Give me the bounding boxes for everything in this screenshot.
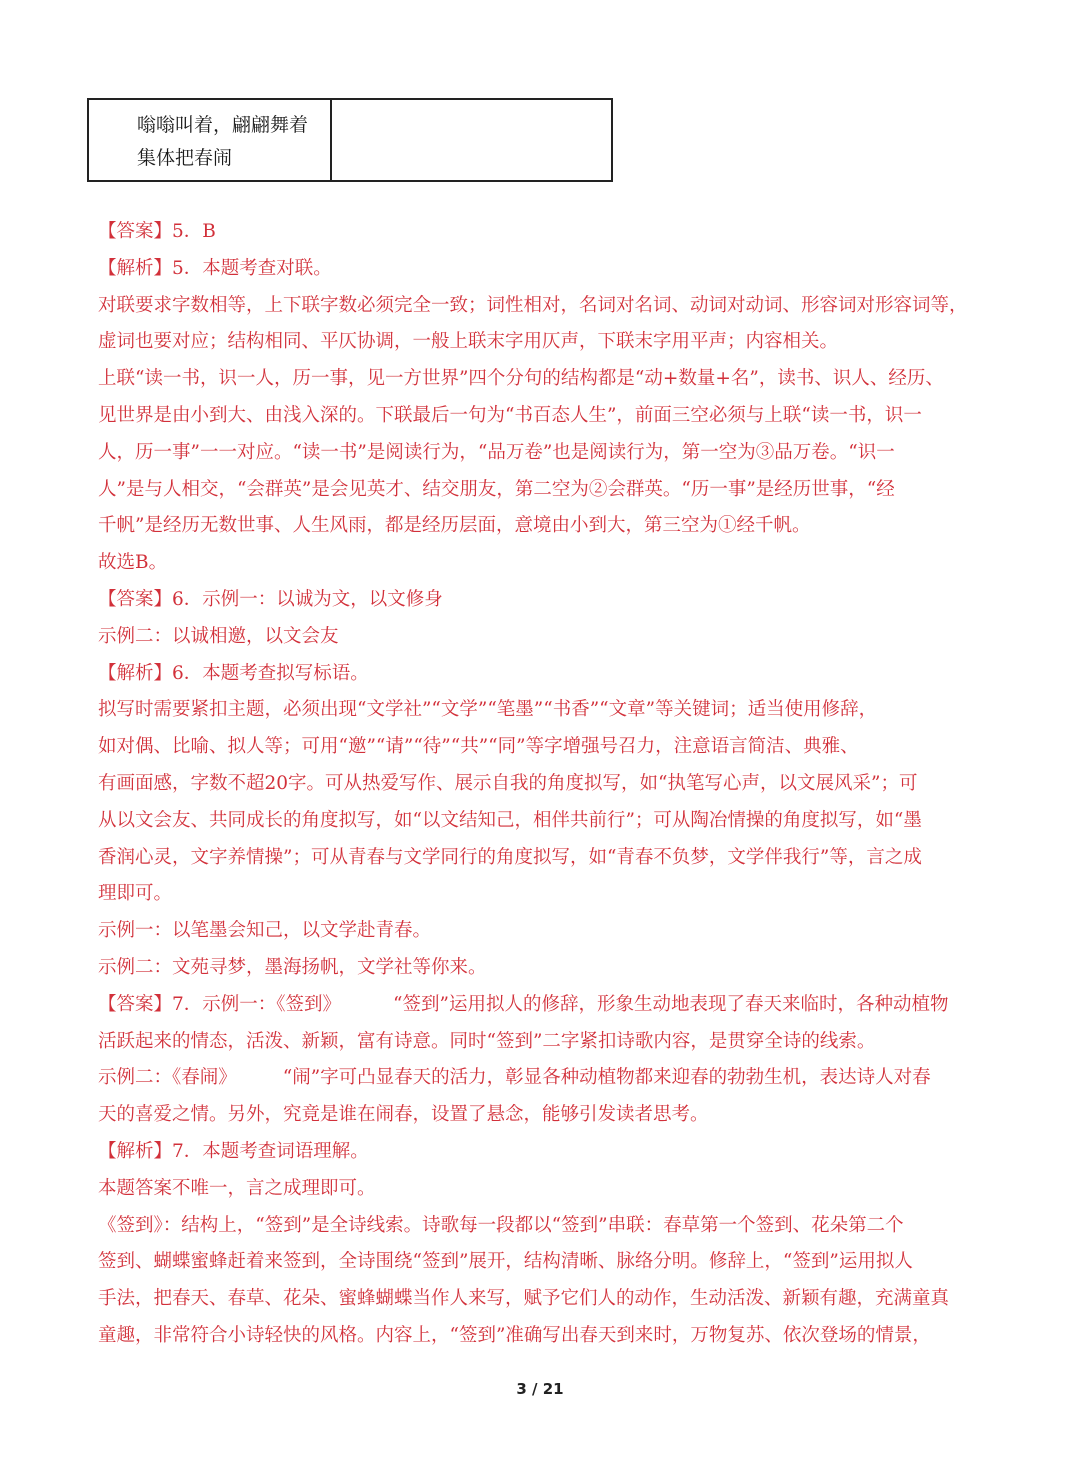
answer-7-example-2 [98, 1060, 988, 1097]
analysis-5-text: 对联要求字数相等，上下联字数必须完全一致；词性相对，名词对名词、动词对动词、形容词对形容词等， [98, 294, 968, 316]
analysis-7-text: 本题答案不唯一，言之成理即可。 [98, 1177, 376, 1199]
answer-7-example-1-reason: “签到”运用拟人的修辞，形象生动地表现了春天来临时，各种动植物 [393, 993, 949, 1015]
analysis-5-text: 千帆”是经历无数世事、人生风雨，都是经历层面，意境由小到大，第三空为①经千帆。 [98, 515, 811, 537]
analysis-6-heading: 【解析】6．本题考查拟写标语。 [98, 662, 369, 684]
analysis-5-conclusion: 故选B。 [98, 552, 168, 574]
poem-line-2: 集体把春闹 [137, 147, 233, 169]
analysis-7-text: 签到、蝴蝶蜜蜂赶着来签到，全诗围绕“签到”展开，结构清晰、脉络分明。修辞上，“签到”运用拟人 [98, 1251, 913, 1273]
analysis-6-example-2: 示例二：文苑寻梦，墨海扬帆，文学社等你来。 [98, 956, 487, 978]
analysis-5-heading: 【解析】5．本题考查对联。 [98, 257, 332, 279]
answer-6-example-2: 示例二：以诚相邀，以文会友 [98, 625, 339, 647]
poem-table [87, 98, 613, 182]
analysis-6-text: 从以文会友、共同成长的角度拟写，如“以文结知己，相伴共前行”；可从陶冶情操的角度拟写，如“墨 [98, 809, 922, 831]
analysis-6-text: 有画面感，字数不超20字。可从热爱写作、展示自我的角度拟写，如“执笔写心声，以文展风采”；可 [98, 772, 918, 794]
analysis-5-text: 人，历一事”一一对应。“读一书”是阅读行为，“品万卷”也是阅读行为，第一空为③品万卷。“识一 [98, 441, 895, 463]
analysis-6-text: 拟写时需要紧扣主题，必须出现“文学社”“文学”“笔墨”“书香”“文章”等关键词；适当使用修辞， [98, 699, 878, 721]
analysis-7-heading: 【解析】7．本题考查词语理解。 [98, 1140, 369, 1162]
answer-analysis-body [98, 214, 988, 1355]
analysis-5-text: 上联“读一书，识一人，历一事，见一方世界”四个分句的结构都是“动+数量+名”，读书、识人、经历、 [98, 368, 944, 390]
answer-7-example-2-reason: “闹”字可凸显春天的活力，彰显各种动植物都来迎春的勃勃生机，表达诗人对春 [282, 1067, 931, 1089]
analysis-7-text: 童趣，非常符合小诗轻快的风格。内容上，“签到”准确写出春天到来时，万物复苏、依次登场的情景， [98, 1324, 931, 1346]
analysis-6-text: 如对偶、比喻、拟人等；可用“邀”“请”“待”“共”“同”等字增强号召力，注意语言简洁、典雅、 [98, 736, 859, 758]
analysis-5-text: 人”是与人相交，“会群英”是会见英才、结交朋友，第二空为②会群英。“历一事”是经历世事，“经 [98, 478, 895, 500]
poem-line-1: 嗡嗡叫着，翩翩舞着 [137, 114, 309, 136]
answer-5: 【答案】5．B [98, 221, 216, 242]
analysis-6-text: 理即可。 [98, 883, 173, 905]
analysis-5-text: 虚词也要对应；结构相同、平仄协调，一般上联末字用仄声，下联末字用平声；内容相关。 [98, 331, 839, 353]
answer-6-example-1: 【答案】6．示例一：以诚为文，以文修身 [98, 588, 443, 610]
analysis-6-example-1: 示例一：以笔墨会知己，以文学赴青春。 [98, 920, 432, 942]
answer-7-example-1-cont: 活跃起来的情态，活泼、新颖，富有诗意。同时“签到”二字紧扣诗歌内容，是贯穿全诗的线索。 [98, 1030, 876, 1052]
analysis-7-text: 手法，把春天、春草、花朵、蜜蜂蝴蝶当作人来写，赋予它们人的动作，生动活泼、新颖有趣，充满童真 [98, 1288, 950, 1310]
page-number: 3 / 21 [516, 1380, 564, 1398]
poem-table-left-cell [89, 100, 332, 180]
analysis-5-text: 见世界是由小到大、由浅入深的。下联最后一句为“书百态人生”，前面三空必须与上联“读一书，识一 [98, 404, 922, 426]
answer-7-example-1-title: 【答案】7．示例一：《签到》 [98, 993, 342, 1015]
answer-7-example-1 [98, 987, 988, 1024]
poem-table-right-cell [332, 100, 611, 180]
answer-7-example-2-cont: 天的喜爱之情。另外，究竟是谁在闹春，设置了悬念，能够引发读者思考。 [98, 1104, 709, 1126]
analysis-6-text: 香润心灵，文字养情操”；可从青春与文学同行的角度拟写，如“青春不负梦，文学伴我行”等，言之成 [98, 846, 922, 868]
answer-7-example-2-title: 示例二：《春闹》 [98, 1067, 237, 1089]
analysis-7-text: 《签到》：结构上，“签到”是全诗线索。诗歌每一段都以“签到”串联：春草第一个签到、花朵第二个 [98, 1214, 904, 1236]
